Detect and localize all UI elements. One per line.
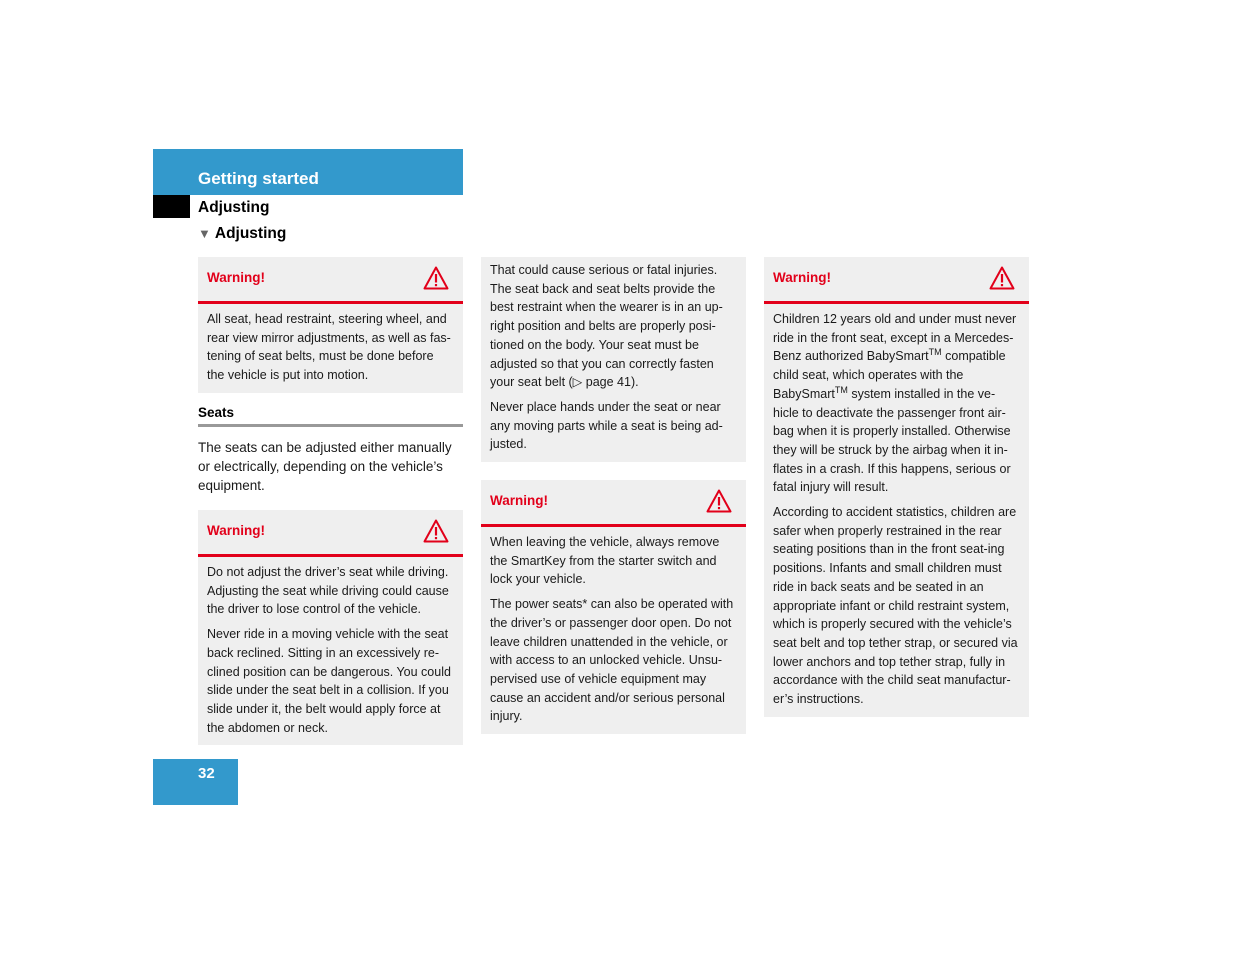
triangle-down-icon: ▼ bbox=[198, 226, 211, 241]
warning-label: Warning! bbox=[490, 493, 548, 508]
warning-text: Never place hands under the seat or near any moving parts while a seat is being ad-justed. bbox=[490, 399, 723, 452]
warning-label: Warning! bbox=[773, 270, 831, 285]
section-title: Adjusting bbox=[198, 199, 270, 216]
warning-header bbox=[198, 510, 463, 557]
warning-box-seat-adjustment bbox=[198, 257, 463, 393]
warning-triangle-icon bbox=[423, 519, 449, 543]
warning-text: When leaving the vehicle, always remove the SmartKey from the starter switch and lock your vehicle. bbox=[490, 535, 720, 587]
warning-label: Warning! bbox=[207, 270, 265, 285]
warning-triangle-icon bbox=[423, 266, 449, 290]
seats-description: The seats can be adjusted either manually or electrically, depending on the vehicle’s equipment. bbox=[198, 440, 452, 493]
warning-text: According to accident statistics, children are safer when properly restrained in the rear seating positions than in the front seat-ing positions. Infants and small children must ride in back seats and be seated in an appropriate infant or child restraint system, which is properly secured with the vehicle’s seat belt and top tether strap, or secured via lower anchors and top tether strap, fully in accordance with the child seat manufactur-er’s instructions. bbox=[773, 505, 1018, 707]
warning-body bbox=[481, 257, 746, 462]
chapter-header bbox=[153, 149, 463, 195]
trademark: TM bbox=[928, 347, 942, 358]
warning-text: All seat, head restraint, steering wheel, and rear view mirror adjustments, as well as fas-tening of seat belts, must be done before the vehicle is put into motion. bbox=[207, 312, 451, 383]
warning-header bbox=[764, 257, 1029, 304]
text-fragment: Children 12 years old and under must never ride in the front seat, except in a Mercedes-Benz authorized BabySmart bbox=[773, 312, 1017, 364]
warning-body bbox=[764, 304, 1029, 717]
warning-box-driving bbox=[198, 510, 463, 745]
text-fragment: compatible child seat, which operates with the BabySmart bbox=[773, 349, 1006, 401]
subsection-title bbox=[198, 225, 286, 243]
warning-text: Never ride in a moving vehicle with the seat back reclined. Sitting in an excessively re-clined position can be dangerous. You could slide under the seat belt in a collision. If you slide under it, the belt would apply force at the abdomen or neck. bbox=[207, 627, 451, 735]
text-fragment: system installed in the ve-hicle to deactivate the passenger front air-bag when it is properly installed. Otherwise they will be struck by the airbag when it in-flates in a crash. If this happens, serious or fatal injury will result. bbox=[773, 386, 1011, 495]
warning-text: Do not adjust the driver’s seat while driving. Adjusting the seat while driving could cause the driver to lose control of the vehicle. bbox=[207, 565, 449, 617]
trademark: TM bbox=[834, 384, 848, 395]
warning-body bbox=[198, 557, 463, 745]
page-number: 32 bbox=[198, 765, 215, 782]
chapter-title: Getting started bbox=[198, 169, 319, 188]
warning-triangle-icon bbox=[706, 489, 732, 513]
warning-triangle-icon bbox=[989, 266, 1015, 290]
warning-header bbox=[481, 480, 746, 527]
warning-box-smartkey bbox=[481, 480, 746, 734]
warning-continuation-box bbox=[481, 257, 746, 462]
warning-text bbox=[773, 310, 1020, 497]
warning-text: The power seats* can also be operated with the driver’s or passenger door open. Do not leave children unattended in the vehicle, or with access to an unlocked vehicle. Unsu-pervised use of vehicle equipment may cause an accident and/or serious personal injury. bbox=[490, 597, 734, 724]
warning-text: That could cause serious or fatal injuries. The seat back and seat belts provide the best restraint when the wearer is in an up-right position and belts are properly posi-tioned on the body. Your seat must be adjusted so that you can correctly fasten your seat belt (▷ page 41). bbox=[490, 263, 723, 390]
page-number-tab bbox=[153, 759, 238, 805]
warning-body bbox=[198, 304, 463, 393]
section-marker bbox=[153, 195, 190, 218]
subsection-title-text: Adjusting bbox=[214, 225, 287, 242]
warning-body bbox=[481, 527, 746, 734]
warning-label: Warning! bbox=[207, 523, 265, 538]
warning-box-children bbox=[764, 257, 1029, 717]
warning-header bbox=[198, 257, 463, 304]
seats-heading: Seats bbox=[198, 405, 463, 427]
